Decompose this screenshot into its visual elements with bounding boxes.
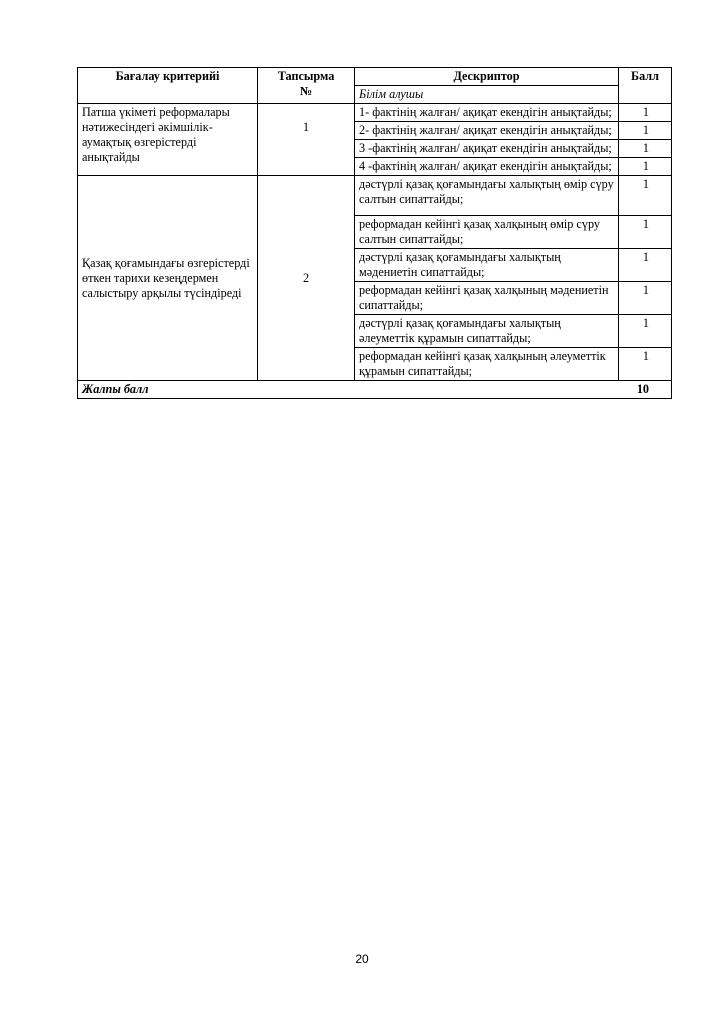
score-cell: 1 — [619, 140, 672, 158]
score-cell: 1 — [619, 348, 672, 381]
page-number: 20 — [355, 952, 369, 966]
criterion-cell: Қазақ қоғамындағы өзгерістерді өткен тарихи кезеңдермен салыстыру арқылы түсіндіреді — [78, 176, 258, 381]
header-descriptor-sub: Білім алушы — [355, 86, 619, 104]
criterion-cell: Патша үкіметі реформалары нәтижесіндегі әкімшілік-аумақтық өзгерістерді анықтайды — [78, 104, 258, 176]
header-task-line2: № — [299, 84, 313, 98]
score-cell: 1 — [619, 176, 672, 216]
score-cell: 1 — [619, 122, 672, 140]
header-score: Балл — [619, 68, 672, 104]
header-descriptor: Дескриптор — [355, 68, 619, 86]
task-number-cell: 1 — [258, 104, 355, 176]
descriptor-cell: реформадан кейінгі қазақ халқының өмір сүру салтын сипаттайды; — [355, 216, 619, 249]
total-row — [78, 381, 672, 399]
descriptor-cell: 3 -фактінің жалған/ ақиқат екендігін анықтайды; — [355, 140, 619, 158]
descriptor-cell: реформадан кейінгі қазақ халқының әлеуметтік құрамын сипаттайды; — [355, 348, 619, 381]
header-task-line1: Тапсырма — [277, 69, 335, 83]
descriptor-cell: 1- фактінің жалған/ ақиқат екендігін анықтайды; — [355, 104, 619, 122]
table-row — [78, 176, 672, 216]
task-number-cell: 2 — [258, 176, 355, 381]
assessment-rubric-table — [77, 67, 672, 399]
descriptor-cell: дәстүрлі қазақ қоғамындағы халықтың мәдениетін сипаттайды; — [355, 249, 619, 282]
descriptor-cell: дәстүрлі қазақ қоғамындағы халықтың өмір сүру салтын сипаттайды; — [355, 176, 619, 216]
descriptor-cell: 4 -фактінің жалған/ ақиқат екендігін анықтайды; — [355, 158, 619, 176]
score-cell: 1 — [619, 158, 672, 176]
score-cell: 1 — [619, 249, 672, 282]
descriptor-cell: 2- фактінің жалған/ ақиқат екендігін анықтайды; — [355, 122, 619, 140]
descriptor-cell: дәстүрлі қазақ қоғамындағы халықтың әлеуметтік құрамын сипаттайды; — [355, 315, 619, 348]
score-cell: 1 — [619, 104, 672, 122]
table-row — [78, 104, 672, 122]
header-task — [258, 68, 355, 104]
total-value: 10 — [619, 381, 672, 399]
header-row — [78, 68, 672, 86]
score-cell: 1 — [619, 216, 672, 249]
header-criterion: Бағалау критерийі — [78, 68, 258, 104]
total-label: Жалпы балл — [78, 381, 619, 399]
score-cell: 1 — [619, 282, 672, 315]
descriptor-cell: реформадан кейінгі қазақ халқының мәдениетін сипаттайды; — [355, 282, 619, 315]
score-cell: 1 — [619, 315, 672, 348]
